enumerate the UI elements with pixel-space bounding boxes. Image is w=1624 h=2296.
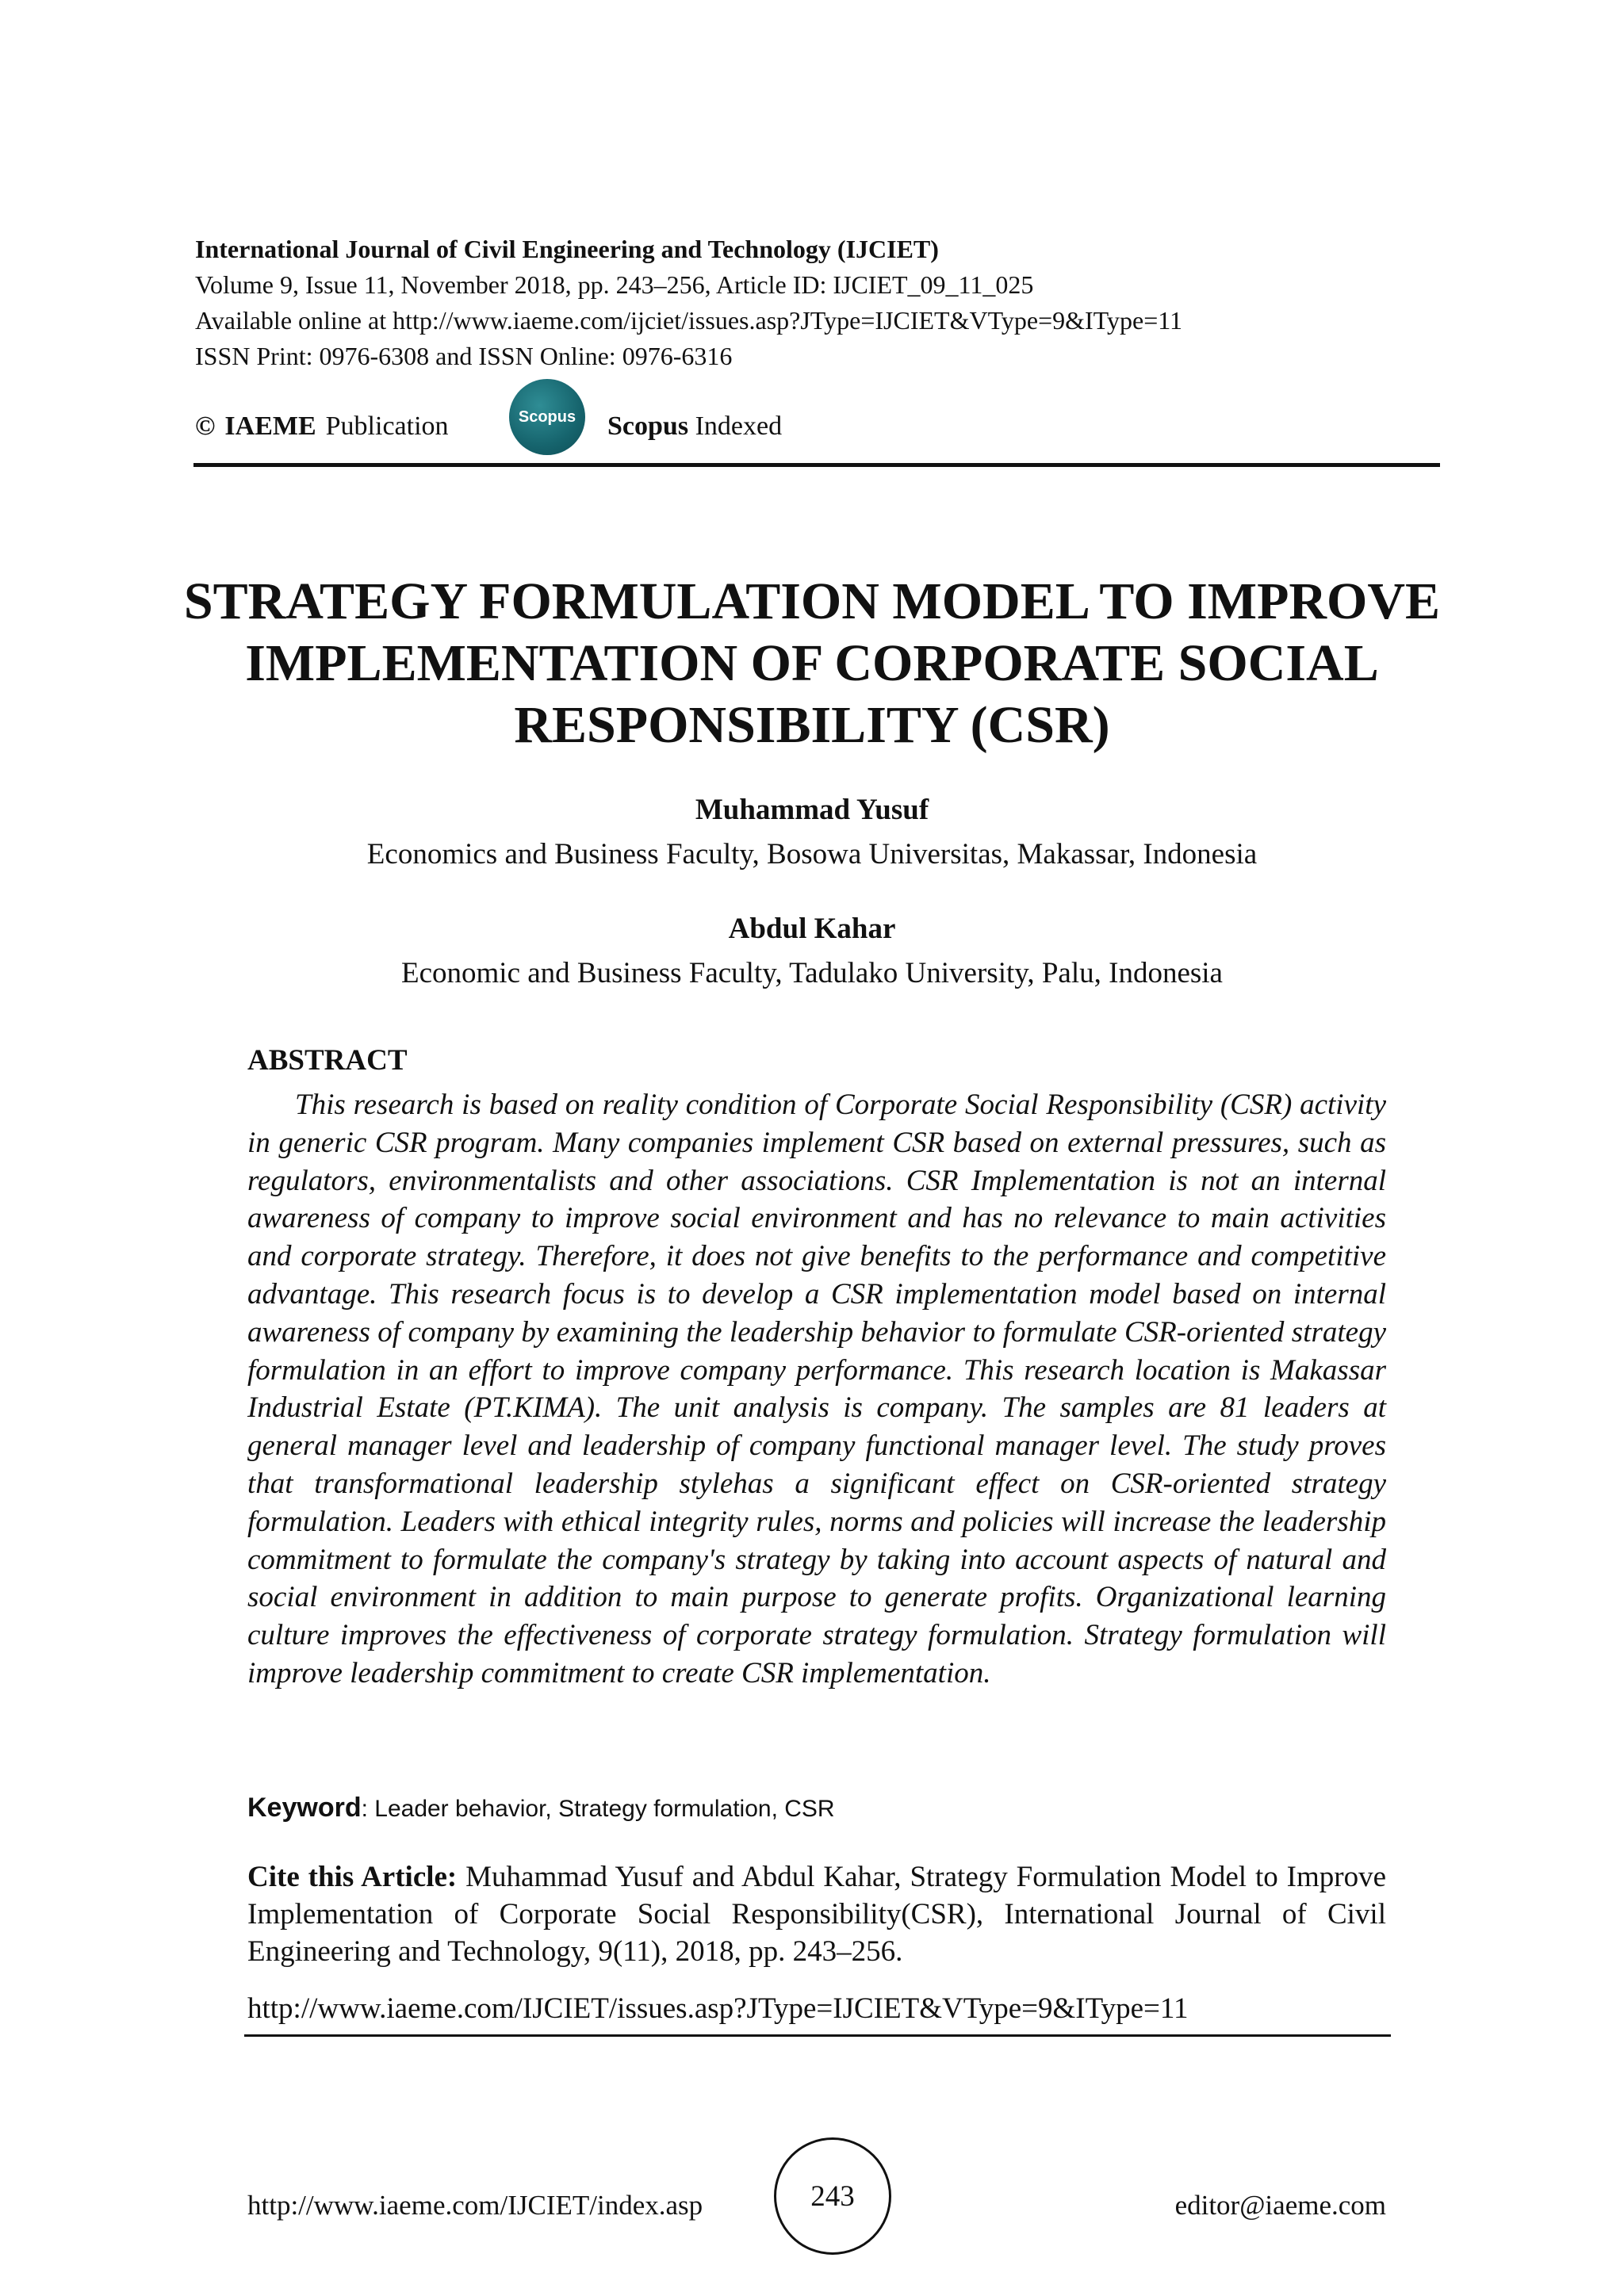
page-number-text: 243 [810, 2179, 855, 2213]
volume-line: Volume 9, Issue 11, November 2018, pp. 243–256, Article ID: IJCIET_09_11_025 [195, 270, 1034, 299]
author-name: Abdul Kahar [728, 913, 896, 945]
available-online-line: Available online at http://www.iaeme.com/ijciet/issues.asp?JType=IJCIET&VType=9&IType=11 [195, 306, 1183, 335]
scopus-indexed-rest: Indexed [695, 411, 783, 441]
scopus-logo-text: Scopus [518, 408, 576, 426]
cite-label: Cite this Article: [247, 1861, 458, 1893]
cite-text: Muhammad Yusuf and Abdul Kahar, Strategy Formulation Model to Improve Implementation of Corporate Social Responsibility(CSR), International Journal of Civil Engineering and Technology, 9(11), 2018, pp. 243–256. [247, 1861, 1386, 1968]
issn-line: ISSN Print: 0976-6308 and ISSN Online: 0976-6316 [195, 342, 733, 370]
journal-header [195, 232, 1432, 374]
copyright-symbol: © [195, 411, 216, 441]
author-block-1 [0, 791, 1624, 874]
page-number [774, 2137, 891, 2255]
author-affiliation: Economic and Business Faculty, Tadulako University, Palu, Indonesia [401, 957, 1223, 989]
keyword-values: : Leader behavior, Strategy formulation, CSR [361, 1796, 835, 1822]
author-name: Muhammad Yusuf [695, 794, 929, 826]
cite-divider [244, 2034, 1391, 2037]
footer-email-link[interactable]: editor@iaeme.com [1174, 2190, 1386, 2221]
keyword-label: Keyword [247, 1793, 362, 1823]
scopus-indexed [607, 411, 782, 442]
publisher-org: IAEME [224, 411, 316, 441]
author-block-2 [0, 910, 1624, 993]
publisher-copyright [195, 411, 449, 442]
author-affiliation: Economics and Business Faculty, Bosowa Universitas, Makassar, Indonesia [366, 838, 1258, 871]
scopus-indexed-strong: Scopus [607, 411, 689, 441]
paper-title: STRATEGY FORMULATION MODEL TO IMPROVE IMPLEMENTATION OF CORPORATE SOCIAL RESPONSIBILITY (CSR) [183, 572, 1441, 754]
keywords [247, 1790, 835, 1827]
publisher-row [195, 379, 1440, 466]
footer-url-link[interactable]: http://www.iaeme.com/IJCIET/index.asp [247, 2190, 703, 2221]
scopus-logo-icon [509, 379, 585, 455]
publisher-label: Publication [325, 411, 449, 441]
abstract-body: This research is based on reality condition of Corporate Social Responsibility (CSR) activity in generic CSR program. Many companies implement CSR based on external pressures, such as regulators, environmentalists and other associations. CSR Implementation is not an internal awareness of company to improve social environment and has no relevance to main activities and corporate strategy. Therefore, it does not give benefits to the performance and competitive advantage. This research focus is to develop a CSR implementation model based on internal awareness of company by examining the leadership behavior to formulate CSR-oriented strategy formulation in an effort to improve company performance. This research location is Makassar Industrial Estate (PT.KIMA). The unit analysis is company. The samples are 81 leaders at general manager level and leadership of company functional manager level. The study proves that transformational leadership stylehas a significant effect on CSR-oriented strategy formulation. Leaders with ethical integrity rules, norms and policies will increase the leadership commitment to formulate the company's strategy by taking into account aspects of natural and social environment in addition to main purpose to generate profits. Organizational learning culture improves the effectiveness of corporate strategy formulation. Strategy formulation will improve leadership commitment to create CSR implementation. [247, 1089, 1386, 1689]
cite-url-link[interactable]: http://www.iaeme.com/IJCIET/issues.asp?JType=IJCIET&VType=9&IType=11 [247, 1992, 1189, 2025]
abstract-heading: ABSTRACT [247, 1044, 408, 1077]
journal-name: International Journal of Civil Engineering and Technology (IJCIET) [195, 235, 939, 263]
cite-article [247, 1858, 1386, 1970]
header-divider [193, 463, 1440, 467]
